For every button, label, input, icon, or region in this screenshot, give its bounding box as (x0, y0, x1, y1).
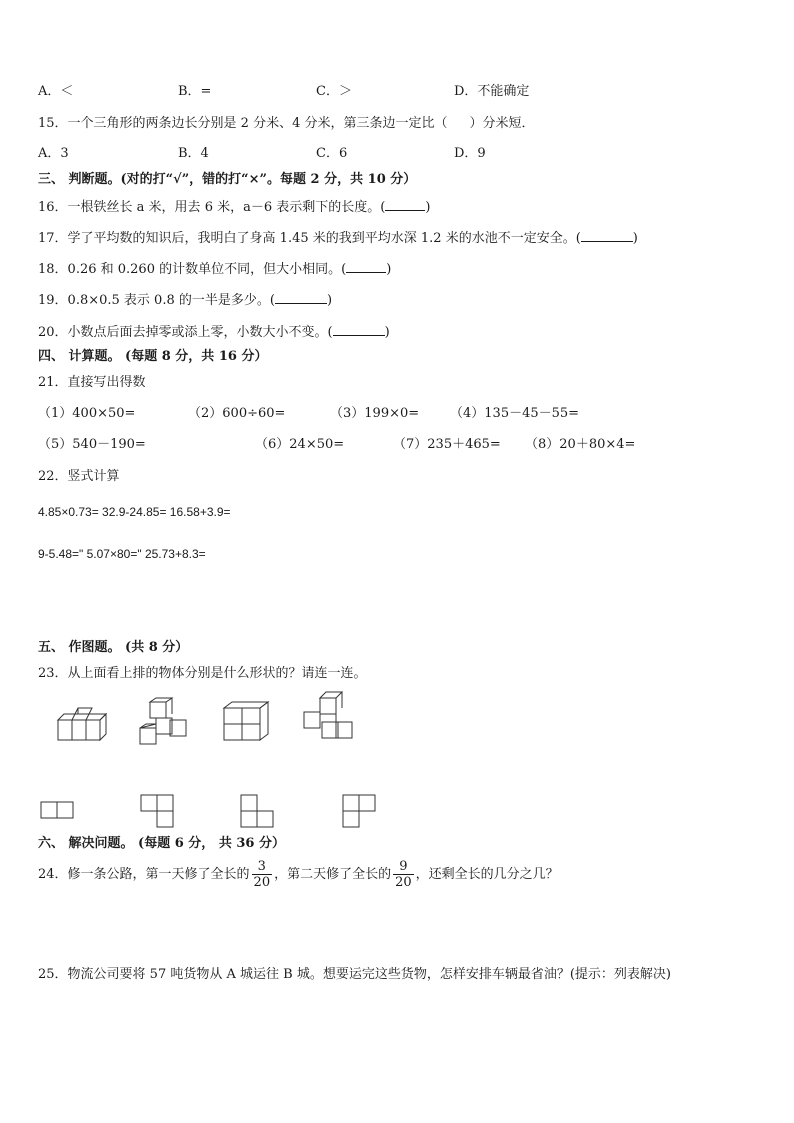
top-view-2 (140, 794, 176, 828)
q18-blank[interactable] (346, 259, 386, 273)
solid-figure-4 (302, 692, 354, 744)
q24 (38, 858, 559, 892)
q14-option-b: B．= (178, 84, 212, 99)
q21-item-4: （4）135－45－55= (450, 406, 580, 421)
q16-text: 16．一根铁丝长 a 米，用去 6 米，a－6 表示剩下的长度。( (38, 200, 386, 215)
q22-line-1: 4.85×0.73= 32.9-24.85= 16.58+3.9= (38, 505, 231, 519)
q16-blank[interactable] (385, 197, 425, 211)
solid-figure-2 (138, 698, 188, 746)
q18-close: ) (386, 262, 392, 277)
q14-option-c: C．＞ (316, 84, 352, 99)
q15-option-a: A．3 (38, 146, 69, 161)
q19 (38, 290, 332, 310)
q15-stem (38, 115, 535, 133)
q21-item-8: （8）20＋80×4= (525, 437, 636, 452)
q16 (38, 197, 430, 217)
q15-option-d: D．9 (454, 146, 486, 161)
q15-stem-text: 15．一个三角形的两条边长分别是 2 分米、4 分米，第三条边一定比（ (38, 116, 448, 131)
q24-fraction-1-denominator: 20 (253, 875, 271, 890)
q21-item-7: （7）235＋465= (393, 437, 501, 452)
section-5-heading: 五、 作图题。 (共 8 分） (38, 640, 189, 655)
q20-text: 20．小数点后面去掉零或添上零，小数大小不变。( (38, 325, 333, 340)
q24-part-3: ，还剩全长的几分之几？ (415, 867, 559, 882)
q24-part-1: 24．修一条公路，第一天修了全长的 (38, 867, 250, 882)
q24-fraction-2-denominator: 20 (395, 875, 412, 890)
q17-close: ) (632, 231, 638, 246)
q15-option-c: C．6 (316, 146, 348, 161)
top-view-4 (342, 794, 378, 828)
q21-item-6: （6）24×50= (255, 437, 345, 452)
q22-title: 22．竖式计算 (38, 469, 120, 484)
q20 (38, 322, 390, 342)
q21-title: 21．直接写出得数 (38, 375, 146, 390)
q16-close: ) (425, 200, 431, 215)
q24-fraction-1-numerator: 3 (252, 859, 273, 875)
q18 (38, 259, 391, 279)
q21-item-3: （3）199×0= (330, 406, 420, 421)
section-3-heading: 三、 判断题。(对的打“√”，错的打“×”。每题 2 分，共 10 分） (38, 172, 417, 187)
top-view-3 (240, 794, 276, 828)
q14-option-d: D．不能确定 (454, 84, 530, 99)
solid-figure-3 (222, 700, 272, 744)
q25: 25．物流公司要将 57 吨货物从 A 城运往 B 城。想要运完这些货物，怎样安排车辆最省油？(提示：列表解决) (38, 967, 671, 982)
q21-item-1: （1）400×50= (38, 406, 136, 421)
q24-part-2: ，第二天修了全长的 (274, 867, 392, 882)
q24-fraction-2 (393, 859, 414, 890)
top-view-1 (40, 800, 76, 820)
q17 (38, 228, 638, 248)
q18-text: 18．0.26 和 0.260 的计数单位不同，但大小相同。( (38, 262, 347, 277)
q20-blank[interactable] (333, 322, 385, 336)
q15-stem-end: ）分米短． (469, 116, 535, 131)
q19-close: ) (326, 293, 333, 308)
q23-title: 23．从上面看上排的物体分别是什么形状的？请连一连。 (38, 666, 367, 681)
q17-text: 17．学了平均数的知识后，我明白了身高 1.45 米的我到平均水深 1.2 米的水池不一定安全。( (38, 231, 581, 246)
q21-item-2: （2）600÷60= (188, 406, 286, 421)
q20-close: ) (384, 325, 390, 340)
section-6-heading: 六、 解决问题。 (每题 6 分， 共 36 分） (38, 836, 285, 851)
q15-option-b: B．4 (178, 146, 209, 161)
q24-fraction-2-numerator: 9 (393, 859, 414, 875)
q19-text: 19．0.8×0.5 表示 0.8 的一半是多少。( (38, 293, 275, 308)
section-4-heading: 四、 计算题。 (每题 8 分，共 16 分） (38, 349, 268, 364)
q19-blank[interactable] (275, 290, 327, 304)
solid-figure-1 (56, 706, 106, 746)
q14-option-a: A．＜ (38, 84, 74, 99)
q22-line-2: 9-5.48=" 5.07×80=" 25.73+8.3= (38, 547, 206, 561)
q17-blank[interactable] (581, 228, 633, 242)
q21-item-5: （5）540－190= (38, 437, 146, 452)
q24-fraction-1 (252, 859, 273, 890)
